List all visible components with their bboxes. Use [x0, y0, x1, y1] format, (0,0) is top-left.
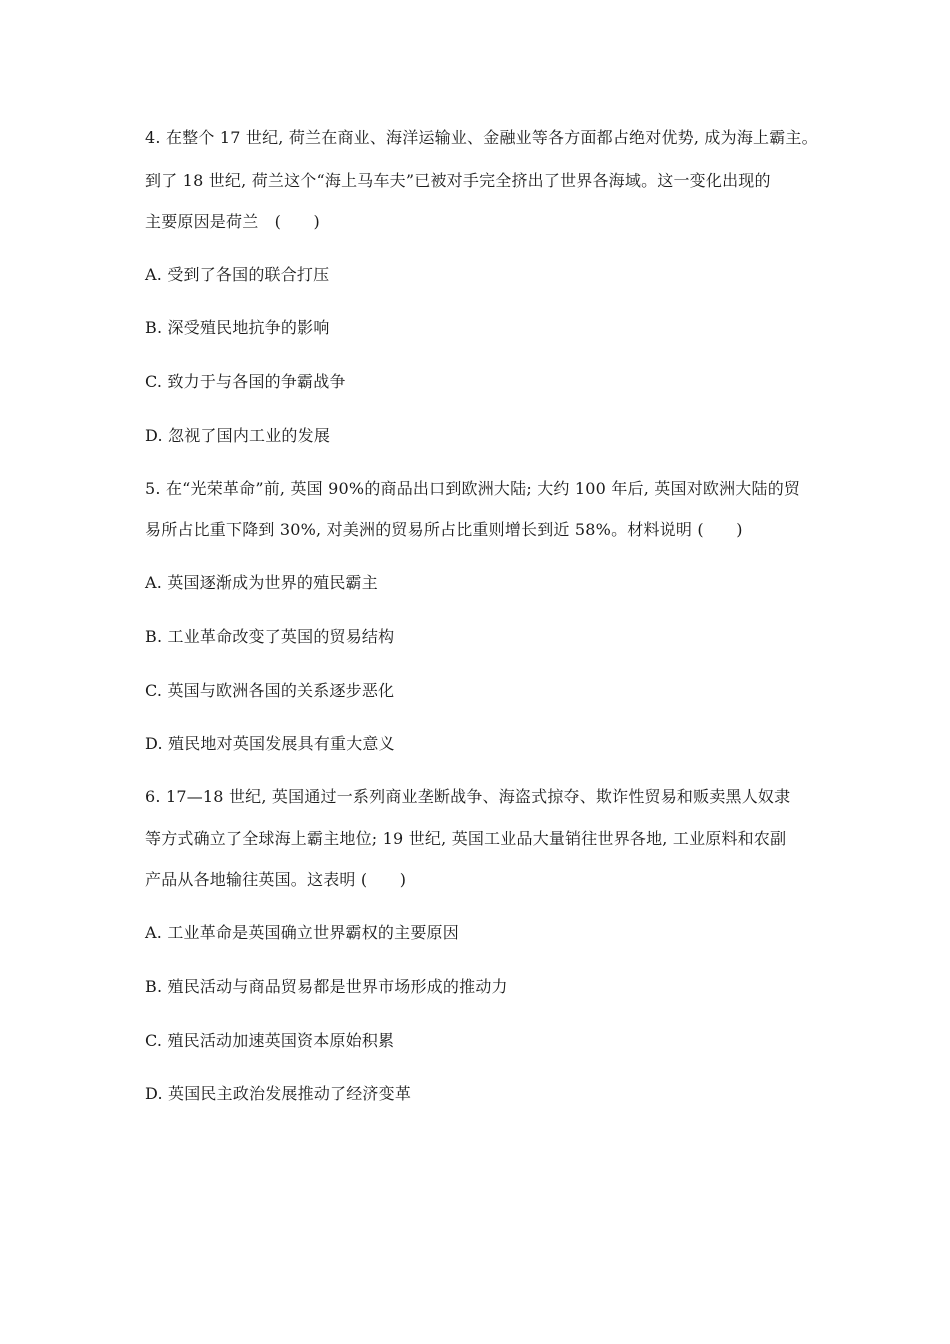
question-4-option-b: B. 深受殖民地抗争的影响 — [145, 318, 330, 337]
question-4-stem-line-3: 主要原因是荷兰 ( ) — [145, 212, 320, 231]
question-4-option-d: D. 忽视了国内工业的发展 — [145, 426, 331, 445]
question-4-stem-line-2: 到了 18 世纪, 荷兰这个“海上马车夫”已被对手完全挤出了世界各海域。这一变化出现的 — [145, 171, 771, 190]
question-5-stem-line-2: 易所占比重下降到 30%, 对美洲的贸易所占比重则增长到近 58%。材料说明 ( ) — [145, 520, 743, 539]
question-6-option-b: B. 殖民活动与商品贸易都是世界市场形成的推动力 — [145, 977, 508, 996]
question-6-option-d: D. 英国民主政治发展推动了经济变革 — [145, 1084, 412, 1103]
question-6-stem-line-3: 产品从各地输往英国。这表明 ( ) — [145, 870, 407, 889]
question-5-option-b: B. 工业革命改变了英国的贸易结构 — [145, 627, 395, 646]
question-4-stem-line-1: 4. 在整个 17 世纪, 荷兰在商业、海洋运输业、金融业等各方面都占绝对优势, 成为海上霸主。 — [145, 128, 818, 147]
question-5-stem-line-1: 5. 在“光荣革命”前, 英国 90%的商品出口到欧洲大陆; 大约 100 年后, 英国对欧洲大陆的贸 — [145, 479, 801, 498]
question-4-option-a: A. 受到了各国的联合打压 — [145, 265, 330, 284]
question-5-option-c: C. 英国与欧洲各国的关系逐步恶化 — [145, 681, 395, 700]
question-5-option-d: D. 殖民地对英国发展具有重大意义 — [145, 734, 395, 753]
question-6-stem-line-1: 6. 17—18 世纪, 英国通过一系列商业垄断战争、海盗式掠夺、欺诈性贸易和贩卖黑人奴隶 — [145, 787, 791, 806]
question-6-option-c: C. 殖民活动加速英国资本原始积累 — [145, 1031, 395, 1050]
question-6-option-a: A. 工业革命是英国确立世界霸权的主要原因 — [145, 923, 459, 942]
question-6-stem-line-2: 等方式确立了全球海上霸主地位; 19 世纪, 英国工业品大量销往世界各地, 工业原料和农副 — [145, 829, 787, 848]
question-4-option-c: C. 致力于与各国的争霸战争 — [145, 372, 346, 391]
question-5-option-a: A. 英国逐渐成为世界的殖民霸主 — [145, 573, 378, 592]
